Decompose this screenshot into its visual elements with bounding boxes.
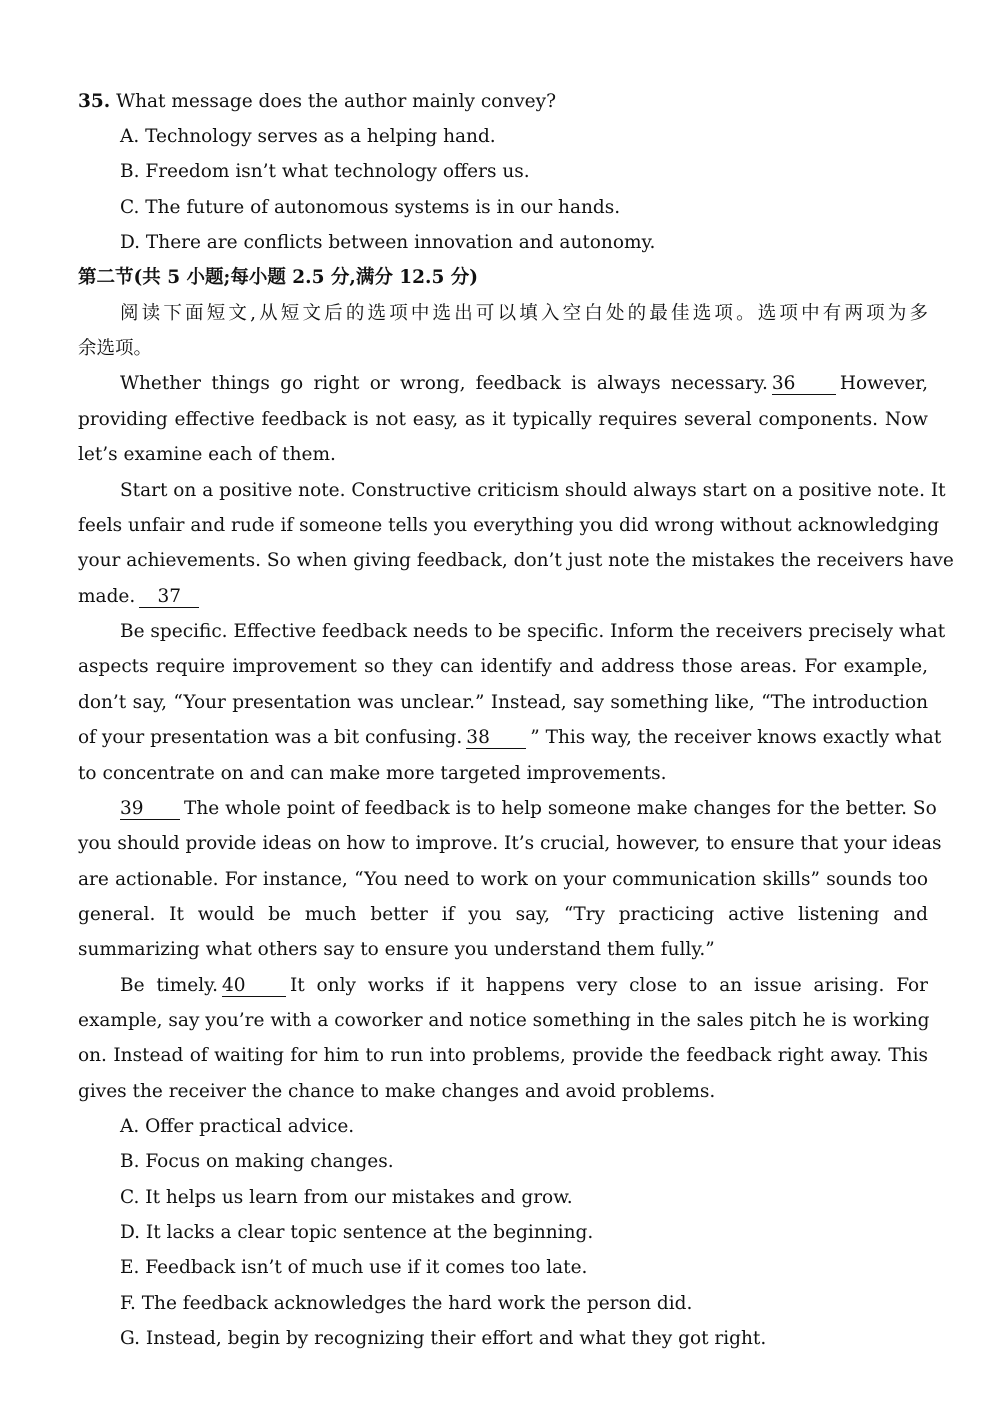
blank-36: 36 [772,374,836,395]
paragraph-4-line [120,797,937,821]
question-number: 35. [78,91,111,112]
question-35 [78,90,928,114]
paragraph-4-line: you should provide ideas on how to improve. It’s crucial, however, to ensure that your ideas [78,833,942,854]
passage-text: Be timely. [120,975,218,996]
blank-39: 39 [120,799,180,820]
option-b: B. Freedom isn’t what technology offers us. [120,161,530,182]
paragraph-4-line: general. It would be much better if you say, “Try practicing active listening and [78,904,928,925]
choice-f: F. The feedback acknowledges the hard work the person did. [120,1293,693,1314]
choice-g: G. Instead, begin by recognizing their effort and what they got right. [120,1328,767,1349]
passage-text: made. [78,586,136,607]
paragraph-1-line: let’s examine each of them. [78,444,336,465]
paragraph-2-line: Start on a positive note. Constructive criticism should always start on a positive note. It [120,480,946,501]
paragraph-3-line: don’t say, “Your presentation was unclear.” Instead, say something like, “The introduction [78,692,928,713]
passage-text: ” This way, the receiver knows exactly what [530,727,942,748]
section-instruction-cont: 余选项。 [78,338,153,359]
section-instruction: 阅读下面短文,从短文后的选项中选出可以填入空白处的最佳选项。选项中有两项为多 [120,303,928,324]
passage-text: The whole point of feedback is to help someone make changes for the better. So [184,798,937,819]
paragraph-4-line: are actionable. For instance, “You need to work on your communication skills” sounds too [78,869,928,890]
passage-text: of your presentation was a bit confusing. [78,727,463,748]
paragraph-5-line: example, say you’re with a coworker and notice something in the sales pitch he is working [78,1010,930,1031]
choice-b: B. Focus on making changes. [120,1151,394,1172]
paragraph-1-line [120,372,928,396]
question-text: What message does the author mainly convey? [116,91,557,112]
option-c: C. The future of autonomous systems is in our hands. [120,197,621,218]
passage-text: It only works if it happens very close to an issue arising. For [290,975,928,996]
paragraph-2-line [78,585,928,609]
section-heading: 第二节(共 5 小题;每小题 2.5 分,满分 12.5 分) [78,267,479,288]
blank-38: 38 [466,728,526,749]
option-a: A. Technology serves as a helping hand. [120,126,496,147]
paragraph-5-line: gives the receiver the chance to make changes and avoid problems. [78,1081,716,1102]
paragraph-3-line: aspects require improvement so they can identify and address those areas. For example, [78,656,928,677]
choice-c: C. It helps us learn from our mistakes and grow. [120,1187,573,1208]
paragraph-1-line: providing effective feedback is not easy, as it typically requires several components. Now [78,409,928,430]
blank-37: 37 [139,587,199,608]
choice-d: D. It lacks a clear topic sentence at the beginning. [120,1222,594,1243]
paragraph-5-line [120,974,928,998]
passage-text: Whether things go right or wrong, feedback is always necessary. [120,373,768,394]
paragraph-3-line: to concentrate on and can make more targeted improvements. [78,763,667,784]
passage-text: However, [839,373,928,394]
choice-a: A. Offer practical advice. [120,1116,355,1137]
paragraph-2-line: feels unfair and rude if someone tells you everything you did wrong without acknowledging [78,515,940,536]
paragraph-4-line: summarizing what others say to ensure you understand them fully.” [78,939,715,960]
option-d: D. There are conflicts between innovation and autonomy. [120,232,656,253]
blank-40: 40 [222,976,286,997]
paragraph-3-line: Be specific. Effective feedback needs to be specific. Inform the receivers precisely what [120,621,946,642]
choice-e: E. Feedback isn’t of much use if it comes too late. [120,1257,588,1278]
paragraph-5-line: on. Instead of waiting for him to run into problems, provide the feedback right away. This [78,1045,928,1066]
paragraph-2-line: your achievements. So when giving feedback, don’t just note the mistakes the receivers have [78,550,954,571]
paragraph-3-line [78,726,942,750]
